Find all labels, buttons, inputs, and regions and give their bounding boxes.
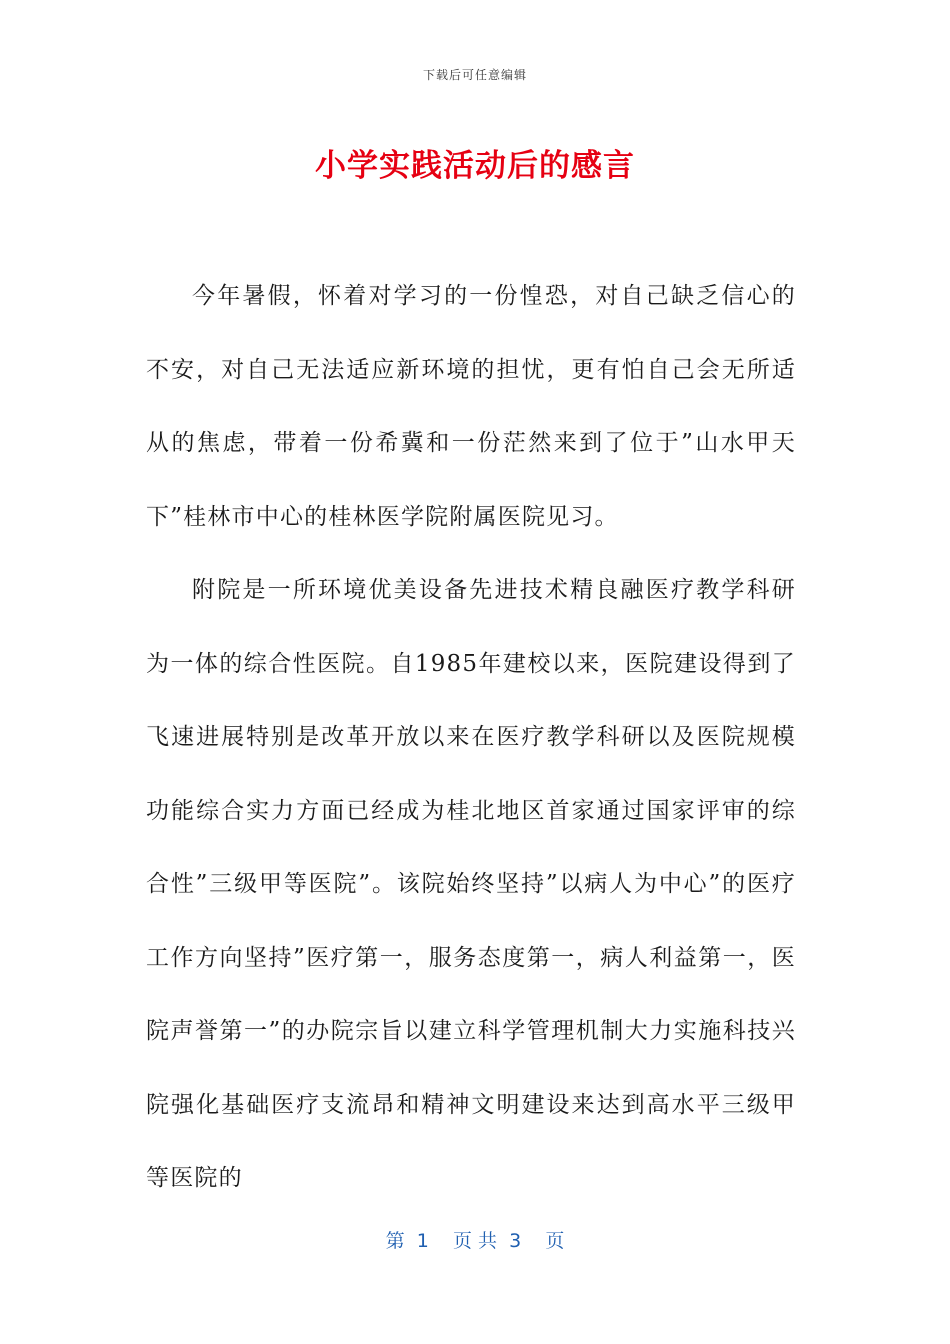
page-footer: 第 1 页 共 3 页 — [385, 1230, 565, 1252]
document-title: 小学实践活动后的感言 — [315, 148, 635, 184]
header-note: 下载后可任意编辑 — [422, 68, 527, 82]
paragraph-2: 附院是一所环境优美设备先进技术精良融医疗教学科研为一体的综合性医院。自1985年建校以来，医院建设得到了飞速进展特别是改革开放以来在医疗教学科研以及医院规模功能综合实力方面已经成为桂北地区首家通过国家评审的综合性”三级甲等医院”。该院始终坚持”以病人为中心”的医疗工作方向坚持”医疗第一，服务态度第一，病人利益第一，医院声誉第一”的办院宗旨以建立科学管理机制大力实施科技兴院强化基础医疗支流昂和精神文明建设来达到高水平三级甲等医院的 — [146, 577, 796, 1191]
paragraph-1: 今年暑假，怀着对学习的一份惶恐，对自己缺乏信心的不安，对自己无法适应新环境的担忧，更有怕自己会无所适从的焦虑，带着一份希冀和一份茫然来到了位于”山水甲天下”桂林市中心的桂林医学院附属医院见习。 — [146, 283, 796, 530]
document-body — [146, 260, 796, 1216]
